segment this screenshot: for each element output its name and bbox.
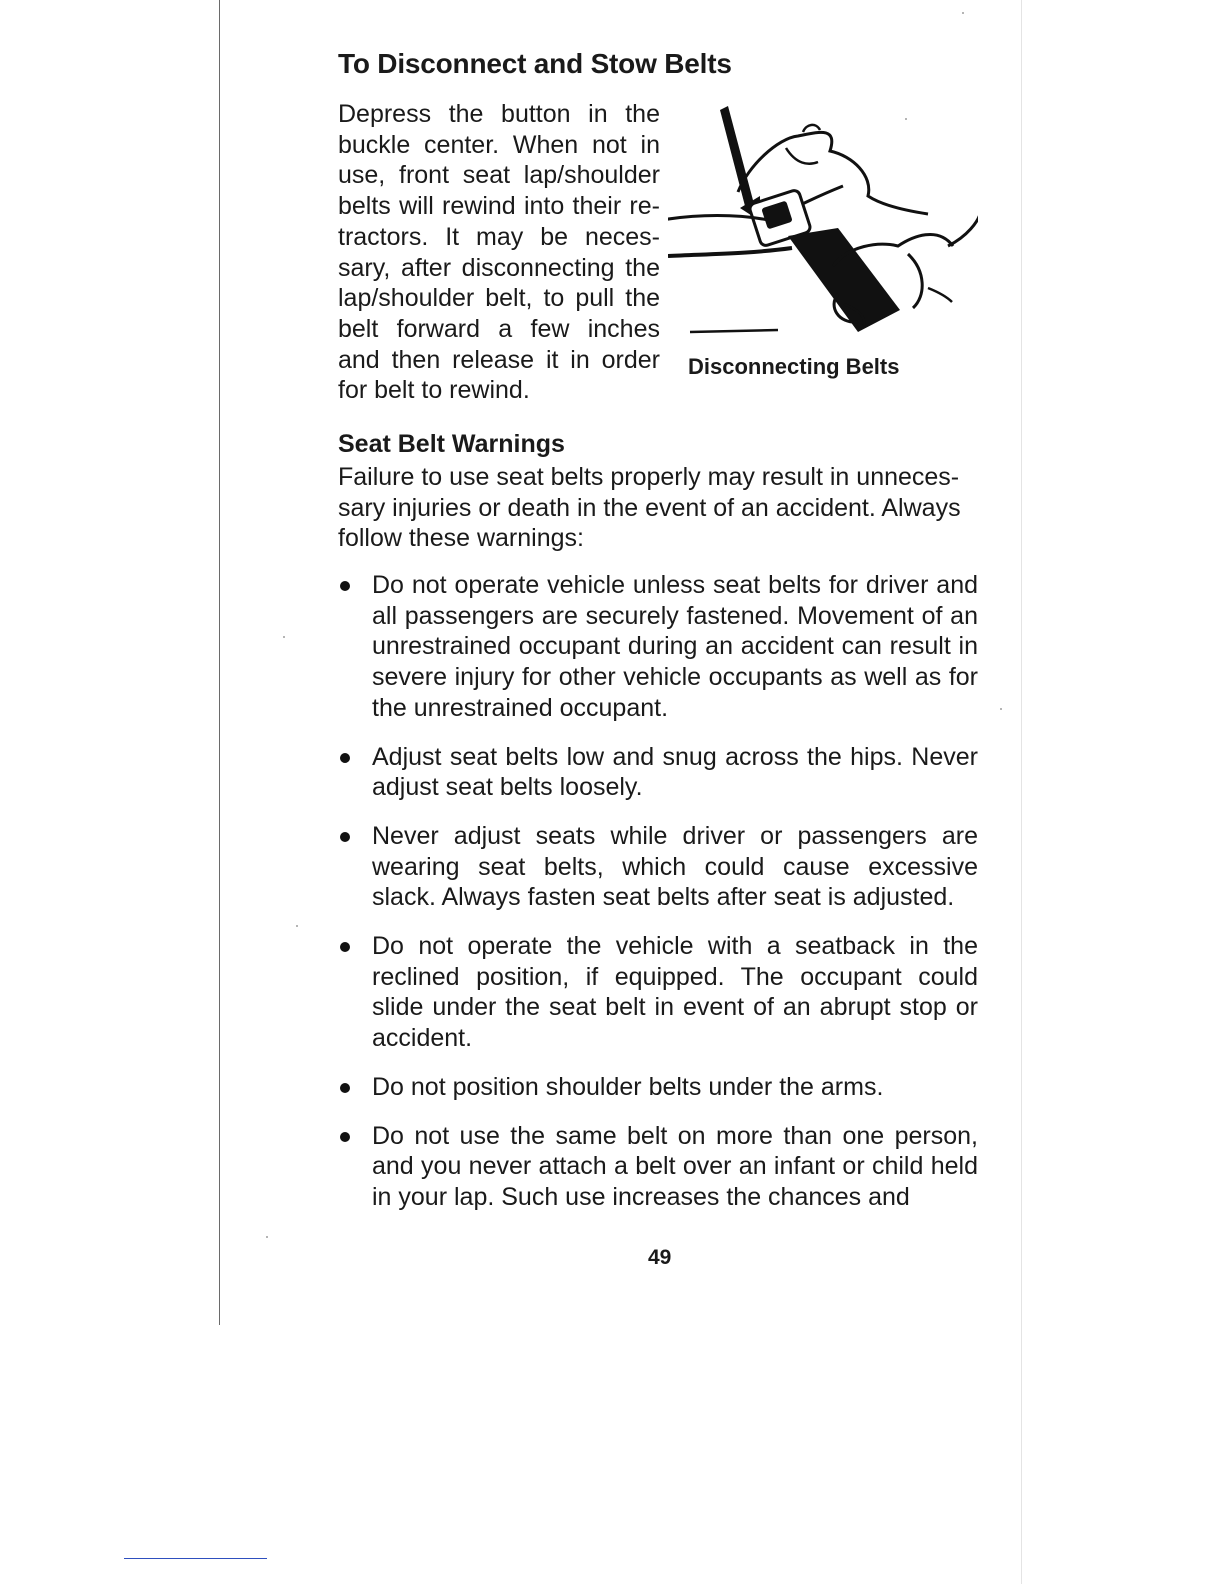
warning-text: Do not position shoulder belts under the arms. [372, 1072, 884, 1101]
bullet-icon [340, 581, 350, 591]
warning-text: Adjust seat belts low and snug across the hips. Never adjust seat belts loosely. [372, 742, 978, 802]
bullet-icon [340, 1083, 350, 1093]
bullet-icon [340, 832, 350, 842]
bullet-icon [340, 753, 350, 763]
warning-text: Do not operate vehicle unless seat belts for driver and all passengers are securely fastened. Movement of an unrestrained occupant during an accident can result in severe injury for other vehicle occupants as well as for the unrestrained occupant. [372, 571, 978, 722]
warnings-intro-paragraph: Failure to use seat belts properly may result in unneces-sary injuries or death in the event of an accident. Always follow these warnings: [338, 463, 961, 553]
warning-item [338, 821, 978, 913]
scan-left-edge [219, 0, 220, 1325]
scan-speck [296, 925, 298, 927]
scan-right-edge [1021, 0, 1022, 1584]
warnings-heading: Seat Belt Warnings [338, 430, 565, 458]
warning-text: Never adjust seats while driver or passengers are wearing seat belts, which could cause excessive slack. Always fasten seat belts after seat is adjusted. [372, 821, 978, 912]
scan-speck [266, 1236, 268, 1238]
warning-item [338, 1072, 978, 1103]
stow-belts-paragraph: Depress the button in the buckle center. When not in use, front seat lap/shoulder belts will rewind into their re-tractors. It may be neces-sary, after disconnecting the lap/shoulder belt, to pull the belt forward a few inches and then release it in order for belt to rewind. [338, 100, 660, 405]
section-heading: To Disconnect and Stow Belts [338, 48, 732, 79]
scan-speck [283, 636, 285, 638]
warning-item [338, 931, 978, 1054]
disconnecting-belts-figure [668, 96, 978, 396]
warning-text: Do not use the same belt on more than one person, and you never attach a belt over an infant or child held in your lap. Such use increases the chances and [372, 1121, 978, 1211]
figure-caption: Disconnecting Belts [688, 354, 900, 379]
bullet-icon [340, 1132, 350, 1142]
warning-item [338, 1121, 978, 1213]
page-link-underline [124, 1558, 267, 1559]
scan-speck [962, 12, 964, 14]
buckle-release-hands-illustration [668, 96, 978, 346]
warning-item [338, 570, 978, 724]
page-number: 49 [648, 1246, 672, 1269]
warning-text: Do not operate the vehicle with a seatback in the reclined position, if equipped. The occupant could slide under the seat belt in event of an abrupt stop or accident. [372, 932, 978, 1053]
warning-item [338, 742, 978, 803]
bullet-icon [340, 942, 350, 952]
warnings-list [338, 570, 978, 1231]
scan-speck [1000, 708, 1002, 710]
